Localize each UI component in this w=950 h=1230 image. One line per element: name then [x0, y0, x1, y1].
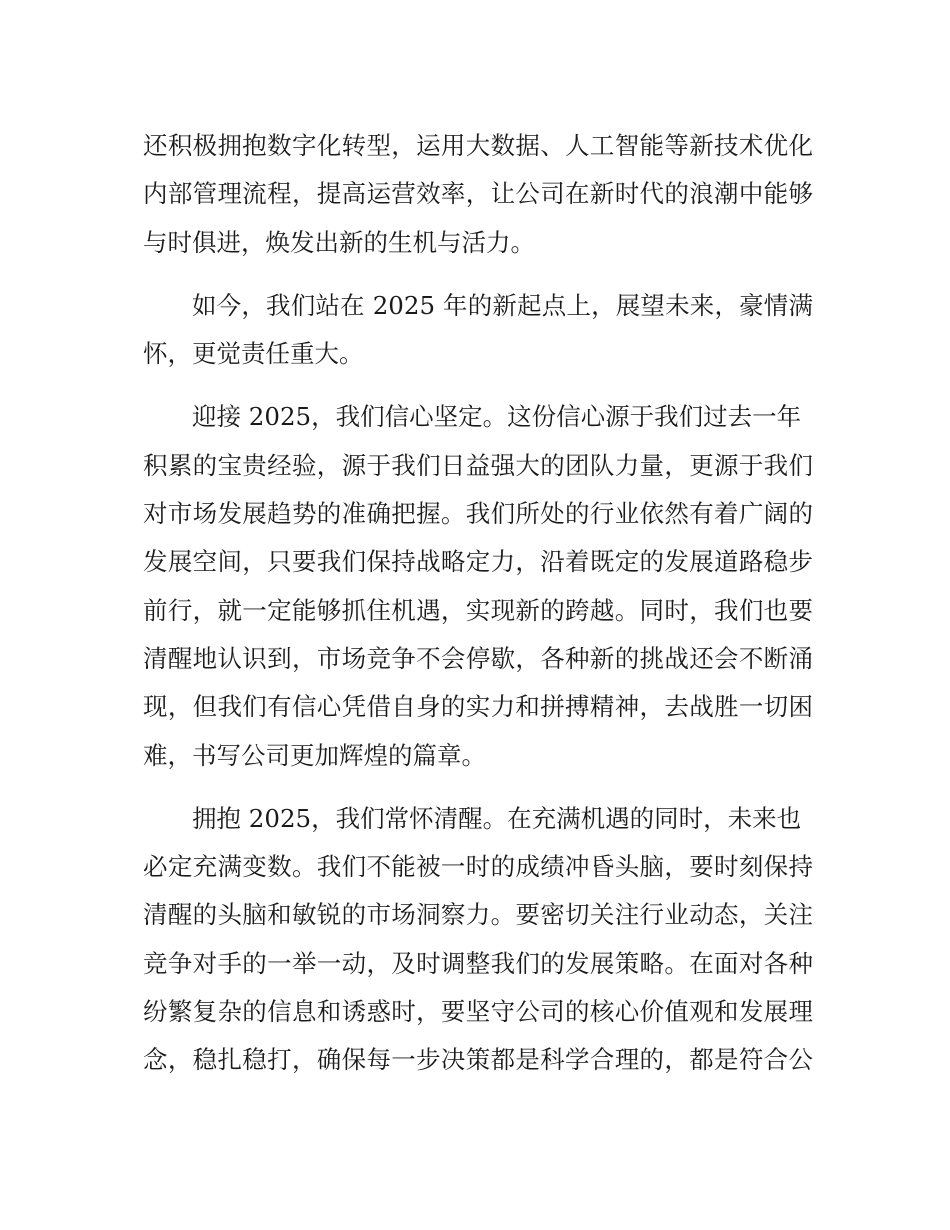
paragraph-line: 必定充满变数。我们不能被一时的成绩冲昏头脑，要时刻保持: [143, 852, 813, 882]
paragraph-line: 纷繁复杂的信息和诱惑时，要坚守公司的核心价值观和发展理: [143, 997, 813, 1027]
paragraph-new-starting-point: [143, 282, 813, 379]
document-body: [143, 122, 813, 1100]
paragraph-line: 对市场发展趋势的准确把握。我们所处的行业依然有着广阔的: [143, 499, 813, 529]
paragraph-line: 念，稳扎稳打，确保每一步决策都是科学合理的，都是符合公: [143, 1045, 813, 1075]
paragraph-line: 发展空间，只要我们保持战略定力，沿着既定的发展道路稳步: [143, 547, 813, 577]
paragraph-line: 如今，我们站在 2025 年的新起点上，展望未来，豪情满: [192, 290, 813, 320]
paragraph-line: 迎接 2025，我们信心坚定。这份信心源于我们过去一年: [192, 402, 802, 432]
paragraph-line: 还积极拥抱数字化转型，运用大数据、人工智能等新技术优化: [143, 131, 813, 160]
paragraph-digital-transformation: [143, 122, 813, 267]
paragraph-line: 内部管理流程，提高运营效率，让公司在新时代的浪潮中能够: [143, 179, 813, 209]
paragraph-line: 难，书写公司更加辉煌的篇章。: [143, 740, 486, 770]
paragraph-line: 清醒的头脑和敏锐的市场洞察力。要密切关注行业动态，关注: [143, 900, 813, 930]
paragraph-firm-confidence: [143, 393, 813, 779]
paragraph-line: 与时俱进，焕发出新的生机与活力。: [143, 227, 535, 257]
paragraph-line: 竞争对手的一举一动，及时调整我们的发展策略。在面对各种: [143, 948, 813, 978]
paragraph-line: 拥抱 2025，我们常怀清醒。在充满机遇的同时，未来也: [192, 803, 802, 833]
paragraph-line: 现，但我们有信心凭借自身的实力和拼搏精神，去战胜一切困: [143, 692, 813, 722]
paragraph-stay-sober: [143, 795, 813, 1085]
paragraph-line: 积累的宝贵经验，源于我们日益强大的团队力量，更源于我们: [143, 450, 813, 480]
paragraph-line: 前行，就一定能够抓住机遇，实现新的跨越。同时，我们也要: [143, 595, 813, 625]
paragraph-line: 清醒地认识到，市场竞争不会停歇，各种新的挑战还会不断涌: [143, 643, 813, 673]
paragraph-line: 怀，更觉责任重大。: [143, 339, 364, 369]
